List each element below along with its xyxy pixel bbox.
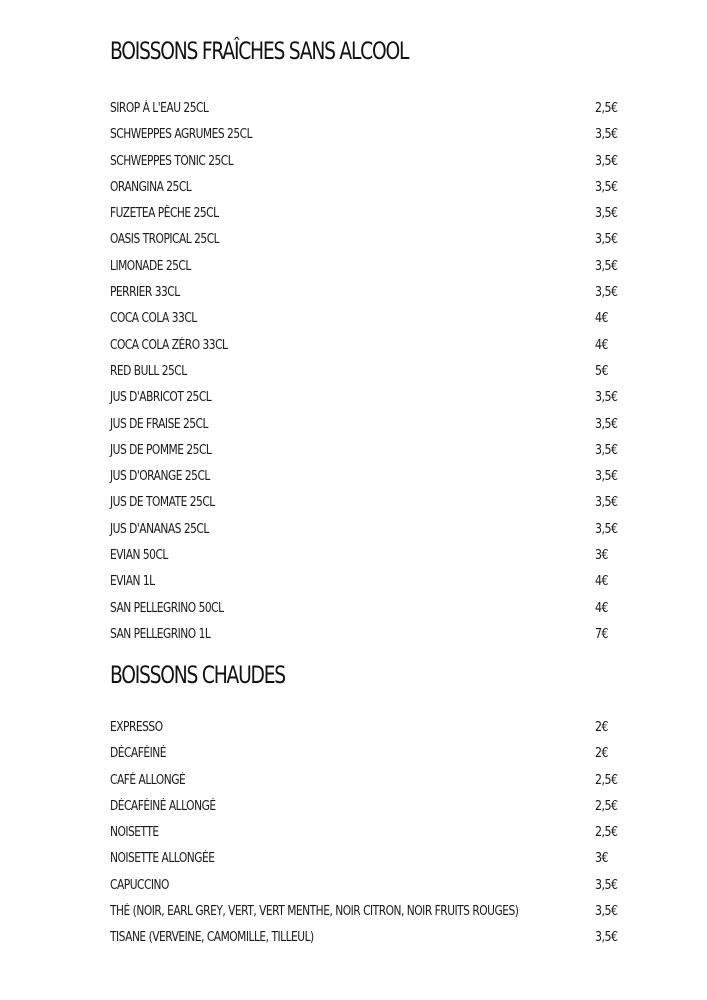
menu-item xyxy=(110,742,618,768)
menu-list-cold-drinks xyxy=(110,97,618,649)
menu-list-hot-drinks xyxy=(110,716,618,953)
menu-item-price: 2,5€ xyxy=(595,101,618,116)
menu-item-price: 2,5€ xyxy=(595,825,618,841)
menu-item-name: ORANGINA 25CL xyxy=(110,179,192,195)
menu-item-name: CAPUCCINO xyxy=(110,877,169,893)
menu-item xyxy=(110,544,618,570)
menu-item-price: 3,5€ xyxy=(595,179,618,195)
menu-item-name: EVIAN 1L xyxy=(110,574,155,590)
menu-item xyxy=(110,769,618,795)
menu-item xyxy=(110,334,618,360)
menu-item xyxy=(110,97,618,123)
menu-item-name: OASIS TROPICAL 25CL xyxy=(110,232,220,248)
menu-item-price: 3,5€ xyxy=(595,930,618,946)
menu-item-price: 3€ xyxy=(595,548,609,564)
menu-item xyxy=(110,386,618,412)
menu-item-price: 2€ xyxy=(595,720,609,735)
menu-item xyxy=(110,900,618,926)
menu-item-name: PERRIER 33CL xyxy=(110,285,180,301)
menu-item xyxy=(110,465,618,491)
menu-item-name: FUZETEA PÊCHE 25CL xyxy=(110,206,219,222)
menu-item-name: JUS DE TOMATE 25CL xyxy=(110,495,215,511)
menu-item-price: 4€ xyxy=(595,600,609,616)
menu-item-name: JUS D'ANANAS 25CL xyxy=(110,521,209,537)
menu-item-name: THÉ (NOIR, EARL GREY, VERT, VERT MENTHE, NOIR CITRON, NOIR FRUITS ROUGES) xyxy=(110,904,519,920)
menu-item xyxy=(110,413,618,439)
menu-item-name: SAN PELLEGRINO 1L xyxy=(110,626,211,642)
menu-item-price: 3,5€ xyxy=(595,206,618,222)
menu-item xyxy=(110,123,618,149)
menu-item-name: NOISETTE ALLONGÉE xyxy=(110,851,215,867)
menu-item-name: SCHWEPPES TONIC 25CL xyxy=(110,153,234,169)
menu-item xyxy=(110,570,618,596)
menu-item-name: RED BULL 25CL xyxy=(110,363,187,379)
menu-item xyxy=(110,874,618,900)
menu-item-name: DÉCAFÉINÉ ALLONGÉ xyxy=(110,798,216,814)
menu-item-name: SCHWEPPES AGRUMES 25CL xyxy=(110,127,253,143)
menu-item-price: 3,5€ xyxy=(595,904,618,920)
menu-item-name: NOISETTE xyxy=(110,825,159,841)
menu-item-price: 5€ xyxy=(595,363,609,379)
menu-item-name: EXPRESSO xyxy=(110,720,163,735)
menu-item-price: 7€ xyxy=(595,626,609,642)
menu-item-price: 3,5€ xyxy=(595,127,618,143)
menu-item xyxy=(110,228,618,254)
menu-item-price: 3,5€ xyxy=(595,232,618,248)
menu-item-price: 3,5€ xyxy=(595,521,618,537)
menu-item xyxy=(110,623,618,649)
menu-item-price: 4€ xyxy=(595,574,609,590)
menu-item-name: TISANE (VERVEINE, CAMOMILLE, TILLEUL) xyxy=(110,930,314,946)
menu-item xyxy=(110,491,618,517)
menu-item-name: JUS D'ORANGE 25CL xyxy=(110,469,210,485)
section-title-cold-drinks: BOISSONS FRAÎCHES SANS ALCOOL xyxy=(110,37,409,65)
menu-item xyxy=(110,307,618,333)
menu-item xyxy=(110,926,618,952)
menu-item xyxy=(110,518,618,544)
menu-item xyxy=(110,176,618,202)
menu-item-name: JUS DE FRAISE 25CL xyxy=(110,416,208,432)
menu-item xyxy=(110,821,618,847)
menu-item-name: COCA COLA 33CL xyxy=(110,311,197,327)
menu-item-price: 3,5€ xyxy=(595,469,618,485)
menu-item-price: 3,5€ xyxy=(595,390,618,406)
menu-item-price: 2€ xyxy=(595,746,609,762)
menu-item-name: COCA COLA ZÉRO 33CL xyxy=(110,337,228,353)
menu-item-price: 4€ xyxy=(595,337,609,353)
menu-item xyxy=(110,360,618,386)
menu-item xyxy=(110,716,618,742)
menu-item-price: 2,5€ xyxy=(595,772,618,788)
menu-item-price: 3,5€ xyxy=(595,258,618,274)
menu-item-name: SAN PELLEGRINO 50CL xyxy=(110,600,224,616)
menu-item xyxy=(110,439,618,465)
menu-item xyxy=(110,255,618,281)
menu-item xyxy=(110,202,618,228)
menu-item-name: SIROP À L'EAU 25CL xyxy=(110,101,209,116)
menu-item-price: 3,5€ xyxy=(595,153,618,169)
menu-item-price: 2,5€ xyxy=(595,798,618,814)
menu-item-price: 3,5€ xyxy=(595,495,618,511)
menu-item-name: DÉCAFÉINÉ xyxy=(110,746,166,762)
menu-item-name: JUS DE POMME 25CL xyxy=(110,442,212,458)
menu-item-name: CAFÉ ALLONGÉ xyxy=(110,772,186,788)
menu-item xyxy=(110,795,618,821)
menu-item-name: LIMONADE 25CL xyxy=(110,258,191,274)
menu-item-price: 3€ xyxy=(595,851,609,867)
menu-item xyxy=(110,597,618,623)
menu-item xyxy=(110,281,618,307)
menu-item-price: 3,5€ xyxy=(595,285,618,301)
menu-item-price: 3,5€ xyxy=(595,877,618,893)
menu-item-price: 3,5€ xyxy=(595,442,618,458)
section-title-hot-drinks: BOISSONS CHAUDES xyxy=(110,661,285,689)
menu-item xyxy=(110,847,618,873)
menu-item-name: JUS D'ABRICOT 25CL xyxy=(110,390,212,406)
menu-item-price: 3,5€ xyxy=(595,416,618,432)
menu-item-name: EVIAN 50CL xyxy=(110,548,168,564)
menu-item xyxy=(110,150,618,176)
menu-item-price: 4€ xyxy=(595,311,609,327)
